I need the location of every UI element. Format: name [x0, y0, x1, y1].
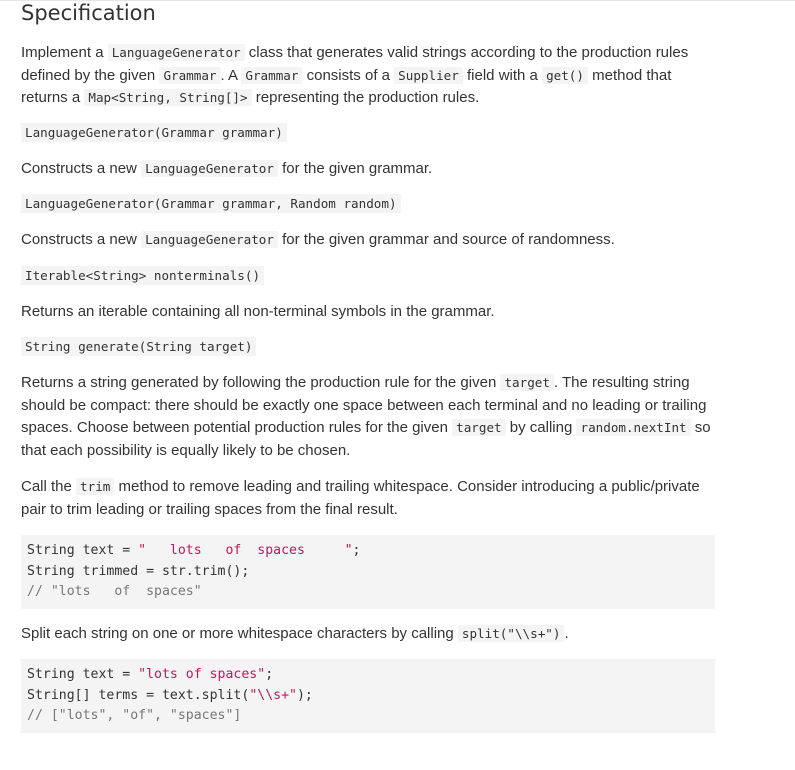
code-text: ); — [296, 687, 313, 703]
code-text: ; — [265, 667, 274, 682]
code-text: String[] terms = text.split( — [27, 687, 250, 703]
code-string: "lots of spaces" — [138, 667, 266, 682]
text: Constructs a new — [21, 159, 142, 177]
text: . — [564, 624, 569, 642]
section-heading: Specification — [21, 1, 156, 25]
inline-code: Grammar — [159, 67, 220, 84]
method-signature-constructor-random: LanguageGenerator(Grammar grammar, Random random) — [21, 194, 401, 213]
text: for the given grammar and source of randomness. — [277, 231, 615, 248]
text: so that each possibility is equally likely to be chosen. — [21, 419, 711, 459]
method-description — [21, 229, 721, 252]
inline-code: split("\\s+") — [458, 625, 565, 642]
text: Call the — [21, 478, 77, 495]
text: class that generates valid strings according to the production rules defined by the given — [21, 44, 689, 84]
text: consists of a — [302, 66, 395, 84]
text: . The resulting string should be compact: there should be exactly one space between each terminal and no leading or trailing spaces. Choose between potential production rules for the given — [21, 374, 707, 436]
text: for the given grammar. — [277, 159, 433, 177]
text: by calling — [505, 419, 577, 436]
inline-code: trim — [76, 478, 114, 495]
inline-code: random.nextInt — [576, 419, 690, 436]
method-signature-constructor: LanguageGenerator(Grammar grammar) — [21, 123, 287, 142]
code-string: "\\s+" — [249, 687, 297, 703]
method-description — [21, 301, 721, 324]
inline-code: Supplier — [394, 67, 463, 84]
method-signature-generate: String generate(String target) — [21, 337, 256, 356]
code-line — [27, 686, 715, 707]
code-comment: // "lots of spaces" — [27, 584, 202, 599]
intro-paragraph — [21, 42, 721, 110]
inline-code: LanguageGenerator — [108, 44, 245, 61]
text: Split each string on one or more whitespace characters by calling — [21, 624, 458, 642]
text: representing the production rules. — [251, 89, 480, 106]
code-text: ; — [352, 543, 361, 558]
text: Constructs a new — [21, 231, 142, 248]
inline-code: target — [500, 374, 554, 391]
code-line: String trimmed = str.trim(); — [27, 563, 250, 579]
text: Returns an iterable containing all non-terminal symbols in the grammar. — [21, 302, 495, 320]
code-text: String text = — [27, 543, 139, 558]
text: Returns a string generated by following the production rule for the given — [21, 374, 501, 391]
inline-code: target — [452, 419, 506, 436]
specification-section — [21, 0, 721, 733]
code-block-trim — [21, 535, 715, 609]
text: method that returns a — [21, 66, 672, 106]
inline-code: Map<String, String[]> — [84, 89, 251, 106]
text: method to remove leading and trailing whitespace. Consider introducing a public/private pair to trim leading or trailing spaces from the final result. — [21, 478, 700, 518]
code-comment: // ["lots", "of", "spaces"] — [27, 708, 242, 723]
code-line — [27, 541, 715, 562]
inline-code: LanguageGenerator — [141, 231, 278, 248]
code-block-split — [21, 659, 715, 733]
method-signature-nonterminals: Iterable<String> nonterminals() — [21, 266, 264, 285]
text: field with a — [462, 66, 543, 84]
method-description — [21, 158, 721, 181]
split-paragraph — [21, 623, 721, 646]
code-line — [27, 665, 715, 686]
inline-code: Grammar — [241, 67, 302, 84]
method-description — [21, 372, 721, 462]
trim-paragraph — [21, 476, 721, 521]
text: Implement a — [21, 44, 108, 61]
code-text: String text = — [27, 667, 139, 682]
inline-code: LanguageGenerator — [141, 160, 278, 177]
inline-code: get() — [542, 67, 588, 84]
text: . A — [220, 66, 242, 84]
code-string: " lots of spaces " — [138, 543, 353, 558]
